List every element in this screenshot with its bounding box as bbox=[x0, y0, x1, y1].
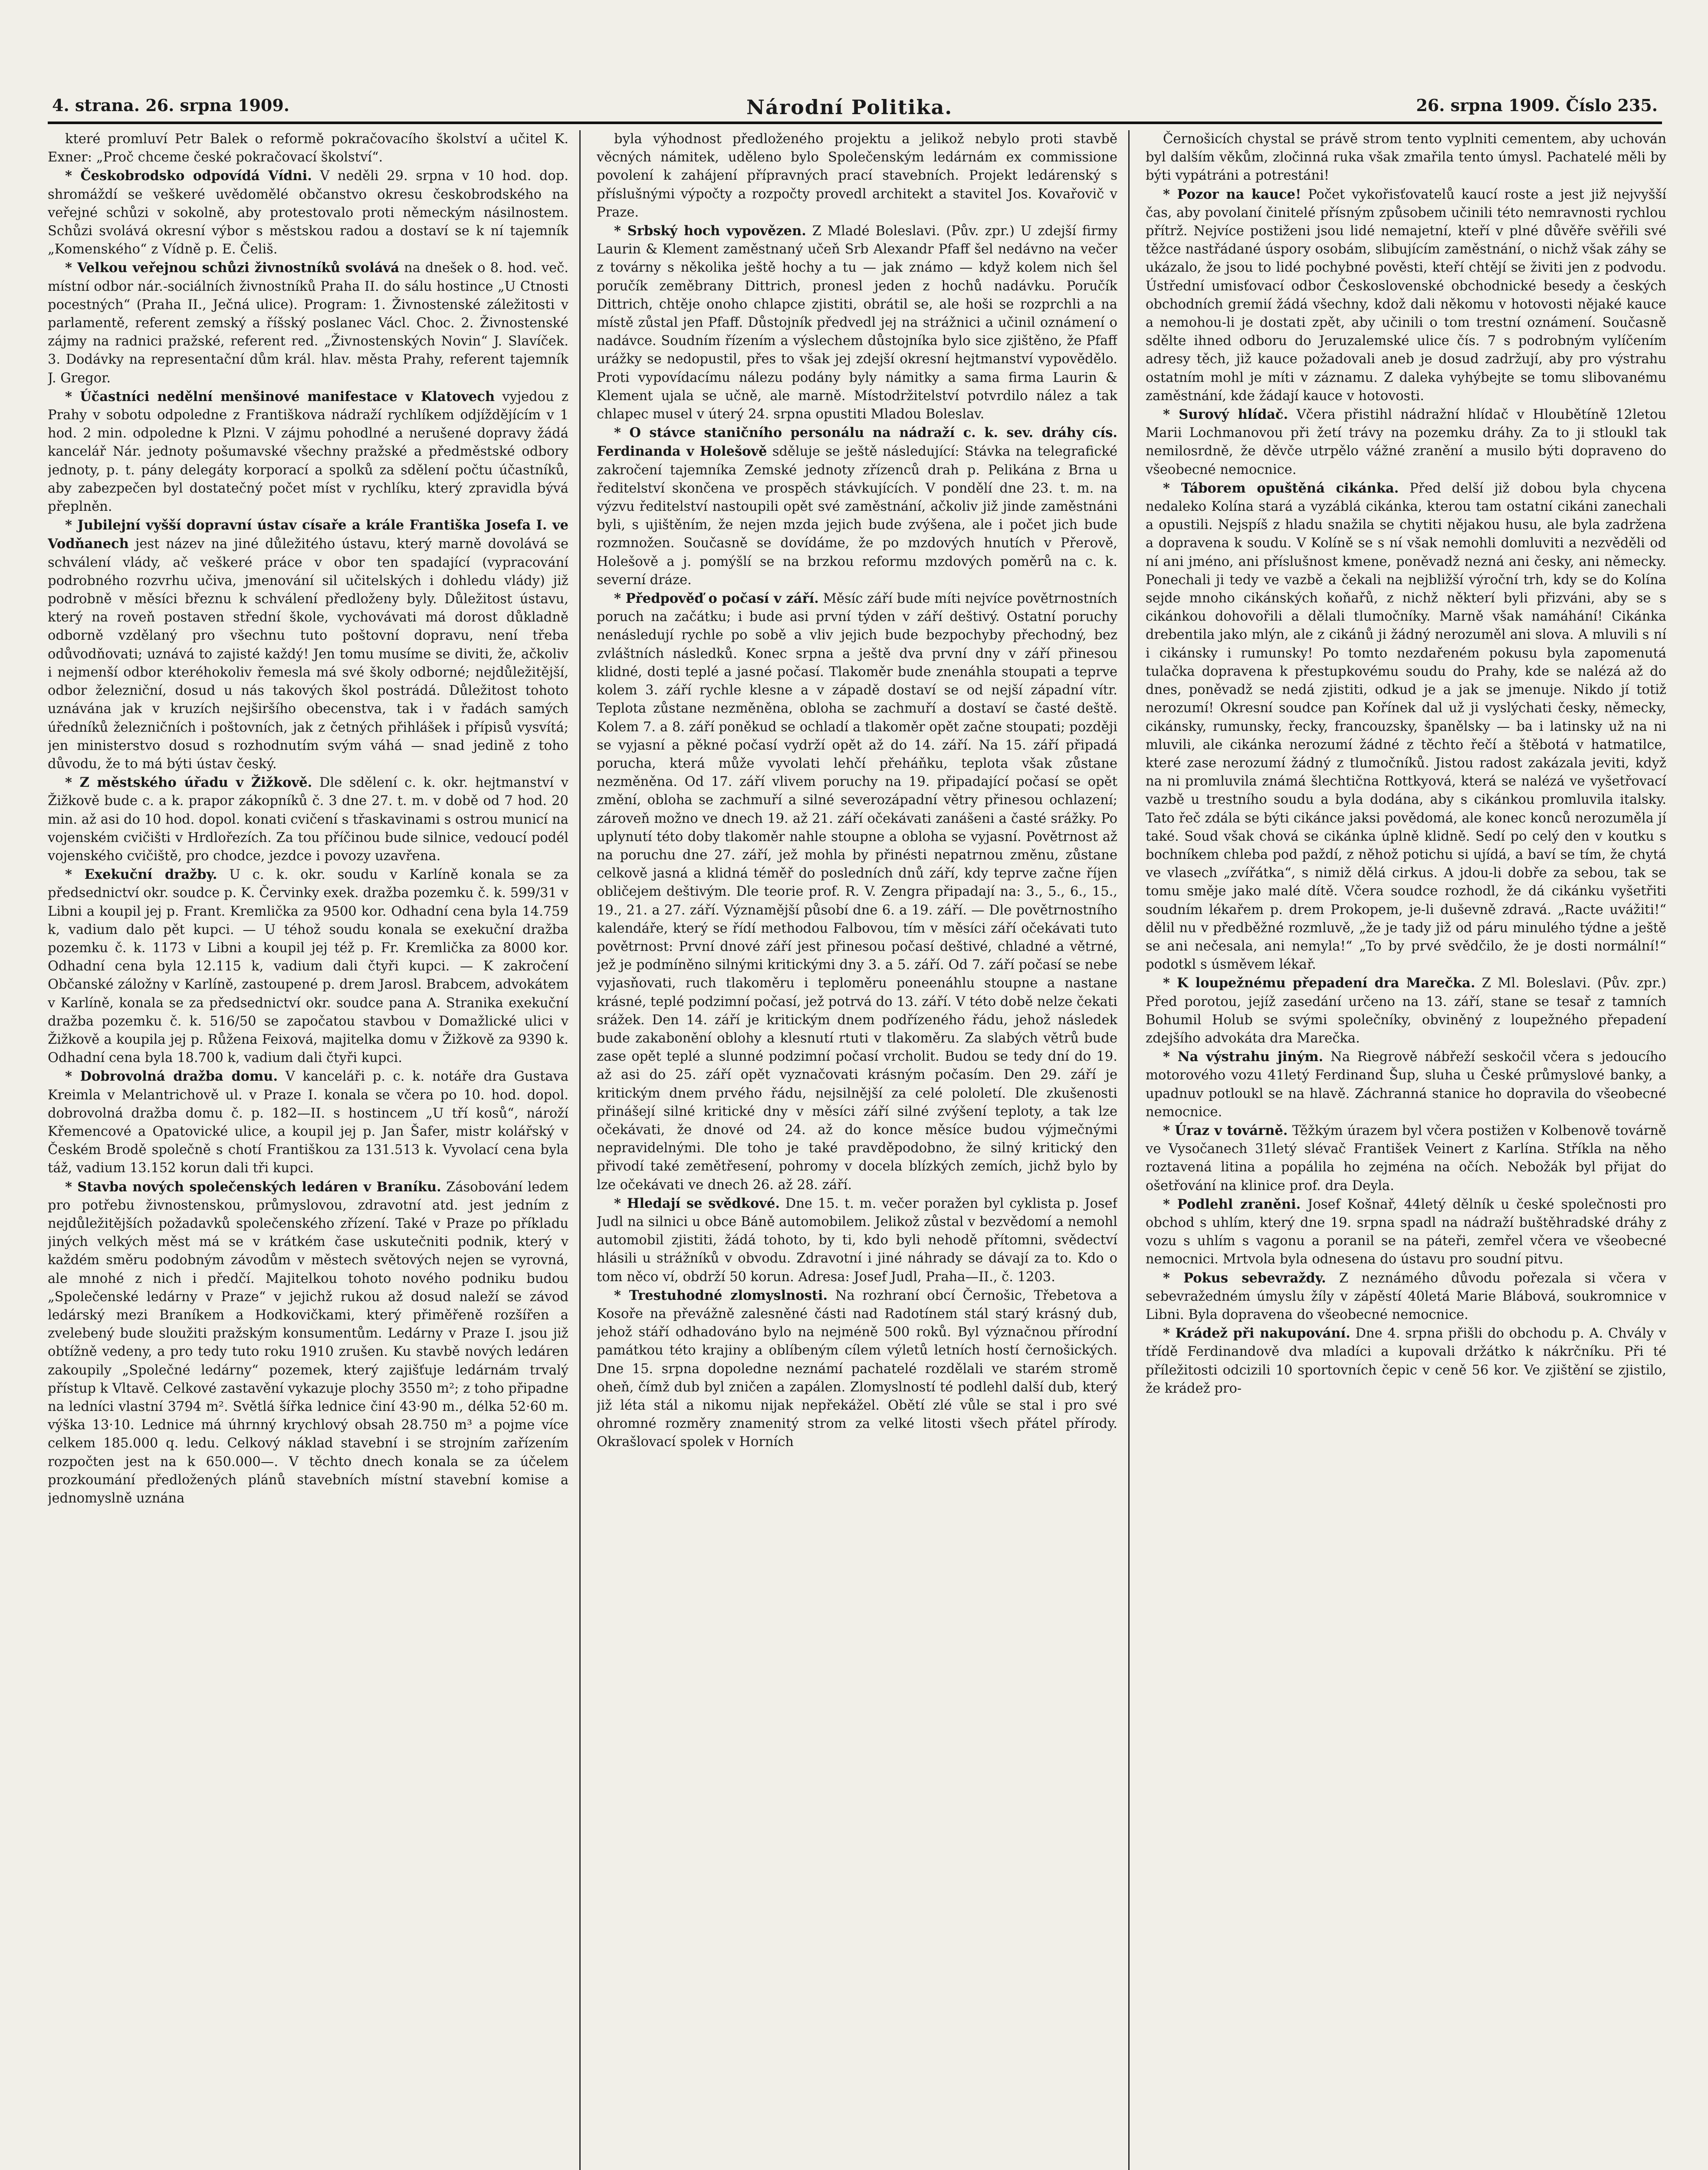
news-paragraph bbox=[1146, 1048, 1666, 1121]
news-headline: * Dobrovolná dražba domu. bbox=[65, 1069, 278, 1085]
news-paragraph bbox=[1146, 1324, 1666, 1398]
news-headline: * Exekuční dražby. bbox=[65, 867, 217, 883]
news-body-text: Z neznámého důvodu pořezala si včera v sebevražedném úmyslu žíly v zápěstí 40letá Marie Blábová, soukromnice v Libni. Byla dopravena do všeobecné nemocnice. bbox=[1146, 1270, 1666, 1322]
news-body-text: Josef Košnař, 44letý dělník u české společnosti pro obchod s uhlím, který dne 19. srpna spadl na nádraží buštěhradské dráhy z vozu s uhlím s vagonu a poranil se na páteři, zemřel včera ve všeobecné nemocnici. Mrtvola byla odnesena do ústavu pro soudní pitvu. bbox=[1146, 1197, 1666, 1267]
news-paragraph bbox=[1146, 479, 1666, 974]
news-paragraph bbox=[1146, 185, 1666, 405]
news-paragraph bbox=[48, 516, 568, 773]
newspaper-title: Národní Politika. bbox=[746, 95, 953, 119]
news-body-text: V neděli 29. srpna v 10 hod. dop. shromáždí se veškeré uvědomělé občanstvo okresu českobrodského na veřejné schůzi v sokolně, aby protestovalo proti německým násilnostem. Schůzi svolává okresní výbor s městskou radou a dostaví se k ní tajemník „Komenského“ z Vídně p. E. Čeliš. bbox=[48, 168, 568, 257]
news-body-text: Měsíc září bude míti nejvíce povětrnostních poruch na začátku; i bude asi první týden v září deštivý. Ostatní poruchy nenásledují rychle po sobě a vliv jejich bude bezpochyby přechodný, bez zvláštních následků. Konec srpna a ještě dva první dny v září přinesou klidné, dosti teplé a jasné počasí. Tlakoměr bude znenáhla stoupati a teprve kolem 3. září rychle klesne a v západě dostaví se od nejší západní vítr. Teplota zůstane nezměněna, obloha se zachmuří a dostaví se časté deště. Kolem 7. a 8. září poněkud se ochladí a tlakoměr opět začne stoupati; později se vyjasní a pěkné počasí vydrží opět až do 14. září. Na 15. září připadá porucha, která může vyvolati lehčí přeháňku, teplota však zůstane nezměněna. Od 17. září vlivem poruchy na 19. připadající počasí se opět změní, obloha se zachmuří a silné severozápadní větry přinesou ochlazení; zároveň možno ve dnech 19. až 21. září očekávati zanášeni a časté srážky. Po uplynutí této doby tlakoměr nahle stoupne a obloha se vyjasní. Povětrnost až na poruchu dne 27. září, jež mohla by přinésti nepatrnou změnu, zůstane celkově jasná a klidná téměř do posledních dnů září, kdy teprve začne říjen obličejem deštivým. Dle teorie prof. R. V. Zengra připadají na: 3., 5., 6., 15., 19., 21. a 27. září. Významější působí dne 6. a 19. září. — Dle povětrnostního kalendáře, který se řídí methodou Falbovou, tím v měsíci září očekávati tuto povětrnost: První dnové září jest přinesou počasí deštivé, chladné a větrné, jež je podmíněno silnými kritickými dny 3. a 5. září. Od 7. září počasí se nebe vyjasňovati, ruch tlakoměru i teploměru poneenáhlu stoupne a nastane krásné, teplé podzimní počasí, jež potrvá do 13. září. V této době nelze čekati srážek. Den 14. září je kritickým dnem podřízeného řádu, jehož následek bude zakabonění oblohy a klesnutí rtuti v tlakoměru. Za slabých větrů bude zase opět teplé a slunné podzimní počasí vrcholit. Budou se tedy dní do 19. až asi do 25. září opět vyznačovati krásným počasím. Den 29. září je kritickým dnem prvého řádu, nejsilnější za celé pololetí. Dle zkušenosti přinášejí silné kritické dny v měsíci září silné zvýšení teploty, a tak lze očekávati, že dnové od 24. až do konce měsíce budou výjmečnými nepravidelnými. Dle toho je také pravděpodobno, že silný kritický den přivodí také zemětřesení, pohromy v docela blízkých zemích, jichž bylo by lze očekávati ve dnech 26. až 28. září. bbox=[597, 591, 1117, 1193]
news-paragraph bbox=[1146, 130, 1666, 185]
page-header bbox=[52, 95, 1658, 122]
news-body-text: U c. k. okr. soudu v Karlíně konala se za předsednictví okr. soudce p. K. Červinky exek. dražba pozemku č. k. 599/31 v Libni a koupil jej p. Frant. Kremlička za 9500 kor. Odhadní cena byla 14.759 k, vadium dalo pět kupci. — U téhož soudu konala se exekuční dražba pozemku č. k. 1173 v Libni a koupil jej též p. Fr. Kremlička za 8000 kor. Odhadní cena byla 12.115 k, vadium dali čtyři kupci. — K zakročení Občanské záložny v Karlíně, zastoupené p. drem Jarosl. Brabcem, advokátem v Karlíně, konala se za předsednictví okr. soudce pana A. Stranika exekuční dražba pozemku č. k. 516/50 se započatou stavbou v Domažlické ulici v Žižkově a koupila jej p. Růžena Feixová, majitelka domu v Žižkově za 9390 k. Odhadní cena byla 18.700 k, vadium dali čtyři kupci. bbox=[48, 867, 568, 1066]
news-paragraph bbox=[1146, 405, 1666, 479]
news-paragraph bbox=[597, 1194, 1117, 1286]
news-headline: * Podlehl zraněni. bbox=[1163, 1196, 1301, 1212]
news-body-text: Na rozhraní obcí Černošic, Třebetova a Kosoře na převážně zalesněné části nad Radotínem stál starý krásný dub, jehož stáří odhadováno bylo na nejméně 500 roků. Byl význačnou přírodní památkou této krajiny a oblíbeným cílem výletů letních hostí černošických. Dne 15. srpna dopoledne neznámí pachatelé rozdělali ve starém stromě oheň, čímž dub byl zničen a zapálen. Zlomyslností té podlehl další dub, který již léta stál a nikomu nijak nepřekážel. Obětí zlé vůle se stal i pro své ohromné rozměry znamenitý strom za velké litosti všech přátel přírody. Okrašlovací spolek v Horních bbox=[597, 1288, 1117, 1450]
news-paragraph bbox=[597, 1286, 1117, 1452]
article-column-2 bbox=[597, 130, 1117, 2170]
news-body-text: Na Riegrově nábřeží seskočil včera s jedoucího motorového vozu 41letý Ferdinand Šup, sluha u České průmyslové banky, a upadnuv potloukl se na hlavě. Záchranná stanice ho dopravila do všeobecné nemocnice. bbox=[1146, 1049, 1666, 1120]
page-number-date: 4. strana. 26. srpna 1909. bbox=[52, 95, 289, 115]
news-paragraph bbox=[597, 222, 1117, 424]
news-paragraph bbox=[597, 130, 1117, 222]
news-body-text: sděluje se ještě následující: Stávka na telegrafické zakročení tajemníka Zemské jednoty zřízenců drah p. Pelikána z Brna u ředitelství skončena ve prospěch stávkujících. V pondělí dne 23. t. m. na výzvu ředitelství nastoupili opět své zaměstnání, ačkoliv již jinde zaměstnáni byli, s ujištěním, že nejen mzda jejich bude zvýšena, ale i počet jich bude rozmnožen. Současně se dovídáme, že po mzdových hnutích v Přerově, Holešově a j. pomýšlí se na brzkou reformu mzdových poměrů na c. k. severní dráze. bbox=[597, 444, 1117, 588]
news-headline: * Z městského úřadu v Žižkově. bbox=[65, 775, 312, 791]
news-headline: * Hledají se svědkové. bbox=[614, 1195, 780, 1211]
news-body-text: Z Mladé Boleslavi. (Pův. zpr.) U zdejší firmy Laurin & Klement zaměstnaný učeň Srb Alexandr Pfaff šel nedávno na večer z továrny s několika ještě hochy a tu — jak známo — když kolem nich šel poručík zeměbrany Dittrich, pronesl jeden z hochů nadávku. Poručík Dittrich, chtěje onoho chlapce zjistiti, obrátil se, ale hoši se rozprchli a na místě zůstal jen Pfaff. Důstojník předvedl jej na strážnici a učinil oznámení o nadávce. Soudním řízením a výslechem důstojníka bylo sice zjištěno, že Pfaff urážky se nedopustil, přes to však jej zdejší okresní hejtmanství vypovědělo. Proti vypovídacímu nálezu podány byly námitky a sama firma Laurin & Klement ujala se učně, ale marně. Místodržitelství potvrdilo nález a tak chlapec musel v úterý 24. srpna opustiti Mladou Boleslav. bbox=[597, 224, 1117, 422]
news-headline: * K loupežnému přepadení dra Marečka. bbox=[1163, 975, 1475, 991]
news-headline: * Táborem opuštěná cikánka. bbox=[1163, 480, 1399, 496]
news-paragraph bbox=[1146, 974, 1666, 1048]
news-body-text: Včera přistihl nádražní hlídač v Hloubětíně 12letou Marii Lochmanovou při žetí trávy na pozemku dráhy. Za to ji stloukl tak nemilosrdně, že děvče utrpělo vážné zranění a musilo býti dopraveno do všeobecné nemocnice. bbox=[1146, 407, 1666, 477]
column-divider bbox=[579, 130, 581, 2170]
news-paragraph bbox=[48, 388, 568, 516]
news-headline: * Úraz v továrně. bbox=[1163, 1122, 1288, 1138]
news-body-text: na dnešek o 8. hod. več. místní odbor nár.-sociálních živnostníků Praha II. do sálu hostince „U Ctnosti pocestných“ (Praha II., Ječná ulice). Program: 1. Živnostenské záležitosti v parlamentě, referent zemský a říšský poslanec Václ. Choc. 2. Živnostenské zájmy na radnici pražské, referent red. „Živnostenských Novin“ J. Slavíček. 3. Dodávky na representační dům král. hlav. města Prahy, referent tajemník J. Gregor. bbox=[48, 260, 568, 386]
news-body-text: Z Ml. Boleslavi. (Pův. zpr.) Před porotou, jejíž zasedání určeno na 13. září, stane se tesař z tamních Bohumil Holub se svými společníky, obviněný z loupežného přepadení zdejšího advokáta dra Marečka. bbox=[1146, 976, 1666, 1046]
news-body-text: byla výhodnost předloženého projektu a jelikož nebylo proti stavbě věcných námitek, uděleno bylo Společenským ledárnám ex commissione povolení k zahájení přípravných prací stavebních. Projekt ledárenský s příslušnými výpočty a rozpočty provedl architekt a stavitel Jos. Kovařovič v Praze. bbox=[597, 132, 1117, 220]
news-body-text: Těžkým úrazem byl včera postižen v Kolbenově továrně ve Vysočanech 31letý slévač František Veinert z Karlína. Stříkla na něho roztavená litina a popálila ho zejména na očích. Nebožák byl přijat do ošetřování na klinice prof. dra Deyla. bbox=[1146, 1123, 1666, 1194]
news-body-text: Dne 15. t. m. večer poražen byl cyklista p. Josef Judl na silnici u obce Báně automobilem. Jelikož zůstal v bezvědomí a nemohl automobil zjistiti, žádá tohoto, by ti, kdo byli nehodě přítomni, svědectví hlásili u strážníků v obvodu. Zdravotní i jiné náhrady se dávají za to. Kdo o tom něco ví, obdrží 50 korun. Adresa: Josef Judl, Praha—II., č. 1203. bbox=[597, 1196, 1117, 1285]
news-headline: * Srbský hoch vypovězen. bbox=[614, 223, 806, 239]
news-body-text: Černošicích chystal se právě strom tento vyplniti cementem, aby uchován byl dalším věkům, zločinná ruka však zmařila tento úmysl. Pachatelé měli by býti vypátráni a potrestáni! bbox=[1146, 132, 1666, 184]
column-divider bbox=[1128, 130, 1130, 2170]
news-body-text: V kanceláři p. c. k. notáře dra Gustava Kreimla v Melantrichově ul. v Praze I. konala se včera po 10. hod. dopol. dobrovolná dražba domu č. p. 182—II. s hostincem „U tří kosů“, nároží Křemencové a Opatovické ulice, a koupil jej p. Jan Šafer, mistr kolářský v Českém Brodě společně s chotí Františkou za 131.513 k. Vyvolací cena byla táž, vadium 13.152 korun dali tři kupci. bbox=[48, 1069, 568, 1176]
news-headline: * Jubilejní vyšší dopravní ústav císaře a krále Františka Josefa I. ve Vodňanech bbox=[48, 517, 568, 552]
news-paragraph bbox=[48, 259, 568, 387]
news-headline: * Velkou veřejnou schůzi živnostníků svolává bbox=[65, 260, 399, 276]
news-body-text: které promluví Petr Balek o reformě pokračovacího školství a učitel K. Exner: „Proč chceme české pokračovací školství“. bbox=[48, 132, 568, 165]
news-headline: * Surový hlídač. bbox=[1163, 407, 1288, 423]
header-rule bbox=[48, 122, 1662, 124]
news-paragraph bbox=[48, 773, 568, 865]
news-headline: * Na výstrahu jiným. bbox=[1163, 1049, 1324, 1065]
news-headline: * Krádež při nakupování. bbox=[1163, 1325, 1350, 1341]
news-headline: * Trestuhodné zlomyslnosti. bbox=[614, 1287, 828, 1303]
news-paragraph bbox=[597, 589, 1117, 1194]
news-body-text: Počet vykořisťovatelů kaucí roste a jest již nejvyšší čas, aby povolaní činitelé přísným způsobem učinili této nemravnosti rychlou přítrž. Nejvíce postiženi jsou lidé nemajetní, kteří v plné důvěře svěřili své těžce nastřádané úspory osobám, slibujícím zaměstnání, o nichž však záhy se ukázalo, že jsou to lidé pochybné pověsti, kteří chtějí se živiti jen z podvodu. Ústřední umisťovací odbor Československé obchodnické besedy a českých obchodních gremií žádá všechny, kdož dali někomu v hotovosti nějaké kauce a nemohou-li je dostati zpět, aby učinili o tom trestní oznámení. Současně sdělte ihned odboru do Jeruzalemské ulice čís. 7 s podrobným vylíčením adresy těch, již kauce požadovali aneb je dosud zadržují, aby pro výstrahu ostatním mohl je míti v záznamu. Z daleka vyhýbejte se tomu slibovanému zaměstnání, kde žádají kauce v hotovosti. bbox=[1146, 187, 1666, 404]
news-body-text: Dne 4. srpna přišli do obchodu p. A. Chvály v třídě Ferdinandově dva mladíci a kupovali držátko k nákrčníku. Při té příležitosti odcizili 10 sportovních čepic v ceně 56 kor. Ve zjištění se zjistilo, že krádež pro- bbox=[1146, 1326, 1666, 1396]
news-paragraph bbox=[48, 1067, 568, 1177]
news-headline: * O stávce staničního personálu na nádraží c. k. sev. dráhy cís. Ferdinanda v Holešově bbox=[597, 425, 1117, 460]
news-headline: * Předpověď o počasí v září. bbox=[614, 591, 819, 607]
news-paragraph bbox=[1146, 1269, 1666, 1325]
news-headline: * Pozor na kauce! bbox=[1163, 186, 1301, 202]
news-paragraph bbox=[1146, 1195, 1666, 1269]
news-headline: * Účastníci nedělní menšinové manifestace v Klatovech bbox=[65, 388, 495, 404]
article-column-1 bbox=[48, 130, 568, 2170]
news-paragraph bbox=[597, 424, 1117, 589]
news-headline: * Pokus sebevraždy. bbox=[1163, 1270, 1326, 1286]
issue-date-number: 26. srpna 1909. Číslo 235. bbox=[1416, 95, 1658, 115]
news-paragraph bbox=[48, 167, 568, 259]
news-body-text: Před delší již dobou byla chycena nedaleko Kolína stará a vyzáblá cikánka, kterou tam ostatní cikáni zanechali a opustili. Nejspíš z hladu snažila se chytiti nějakou husu, ale byla zadržena a dopravena k soudu. V Kolíně se s ní však nemohli domluviti a nezvěděli od ní ani jméno, ani příslušnost kmene, poněvadž nezná ani česky, ani německy. Ponechali ji tedy ve vazbě a čekali na nejbližší výroční trh, kdy se do Kolína sejde mnoho cikánských koňařů, z nichž některí byli přizváni, aby se s cikánkou dohovořili a dělali tlumočníky. Marně však namáhání! Cikánka drebentila jako mlýn, ale z cikánů ji žádný nerozuměl ani slova. A mluvili s ní i cikánsky i rumunsky! Po tomto nezdařeném pokusu byla zapomenutá tulačka dopravena k přestupkovému soudu do Prahy, kde se nalézá až do dnes, poněvadž se nedá zjistiti, odkud je a jak se jmenuje. Nikdo jí totiž nerozumí! Okresní soudce pan Kořínek dal už ji vyslýchati česky, německy, cikánsky, rumunsky, řecky, francouzsky, španělsky — ba i latinsky už na ni mluvili, ale cikánka nerozumí žádné z těchto řečí a štěbotá v hatmatilce, které zase nerozumí žádný z tlumočníků. Jistou radost zakázala jeviti, když na ni promluvila známá šlechtična Rottkyová, která se nalézá ve vyšetřovací vazbě u trestního soudu a byla dodána, aby s cikánkou promluvila italsky. Tato řeč zdála se býti cikánce jaksi povědomá, ale konec konců nerozuměla jí také. Soud však chová se cikánka úplně klidně. Sedí po celý den v koutku s bochníkem chleba pod paždí, z něhož potichu si ujídá, a baví se tím, že chytá ve vlasech „zvířátka“, s nimiž dělá cirkus. A jdou-li dobře za sebou, tak se tomu směje jako malé dítě. Včera soudce rozhodl, že dá cikánku vyšetřiti soudním lékařem p. drem Prokopem, je-li duševně zdravá. „Racte uvážiti!“ dělil nu v předběžné rozmluvě, „že je tady již od páru minulého týdne a ještě se ani nečesala, ani nemyla!“ „To by prvé svědčilo, že je dosti normální!“ podotkl s úsměvem lékař. bbox=[1146, 480, 1666, 973]
news-headline: * Stavba nových společenských ledáren v Braníku. bbox=[65, 1179, 441, 1195]
news-paragraph bbox=[1146, 1121, 1666, 1195]
article-column-3 bbox=[1146, 130, 1666, 2170]
news-body-text: Dle sdělení c. k. okr. hejtmanství v Žižkově bude c. a k. prapor zákopníků č. 3 dne 27. t. m. v době od 7 hod. 20 min. až asi do 10 hod. dopol. konati cvičení s třaskavinami s ostrou municí na vojenském cvičišti v Hrdlořezích. Za tou příčinou bude silnice, vedoucí podél vojenského cvičiště, pro chodce, jezdce i povozy uzavřena. bbox=[48, 775, 568, 864]
news-body-text: Zásobování ledem pro potřebu živnostenskou, průmyslovou, zdravotní atd. jest jedním z nejdůležitějších požadavků společenského zřízení. Také v Praze po příkladu jiných velkých měst má se v krátkém čase uskutečniti podnik, který v každém směru podobným závodům v městech světových nejen se vyrovná, ale mnohé z nich i předčí. Majitelkou tohoto nového podniku budou „Společenské ledárny v Praze“ v jejichž rukou až dosud naleží se závod ledárský mezi Braníkem a Hodkovičkami, který přiměřeně rozšířen a zvelebený bude sloužiti pražským konsumentům. Ledárny v Praze I. jsou již obtížně vedeny, a pro tedy tuto roku 1910 zrušen. Ku stavbě nových ledáren zakoupily „Společné ledárny“ pozemek, který zajišťuje ledárnám trvalý přístup k Vltavě. Celkové zastavění vykazuje plochy 3550 m²; z toho připadne na ledníci vlastní 3794 m². Světlá šířka lednice činí 43·90 m., délka 52·60 m. výška 13·10. Lednice má úhrnný krychlový obsah 28.750 m³ a pojme více celkem 185.000 q. ledu. Celkový náklad stavební i se strojním zařízením rozpočten jest na k 650.000—. V těchto dnech konala se za účelem prozkoumání předložených plánů stavebních místní stavební komise a jednomyslně uznána bbox=[48, 1179, 568, 1506]
news-paragraph bbox=[48, 130, 568, 167]
news-body-text: jest název na jiné důležitého ústavu, který marně dovolává se schválení vlády, ač veškeré práce v obor ten spadající (vypracování podrobného rozvrhu učiva, jmenování sil učitelských i dohledu vlády) již podrobně v měsíci březnu k schválení předloženy byly. Důležitost ústavu, který na roveň postaven střední škole, vychovávati má dorost důkladně odborně vzdělaný pro všechnu tuto poštovní dopravu, není třeba odůvodňovati; uznává to zajisté každý! Jen tomu musíme se diviti, že, ačkoliv i nejmenší odbor kteréhokoliv řemesla má své školy odborné; nejdůležitější, odbor železniční, dosud u nás takových škol postrádá. Důležitost tohoto uznávána jak v kruzích nejširšího obecenstva, tak i v řadách samých úředníků železničních i poštovních, jak z četných přihlášek i přípisů vysvítá; jen ministerstvo dosud s rozhodnutím svým váhá — snad jedině z toho důvodu, že to má býti ústav český. bbox=[48, 536, 568, 772]
news-paragraph bbox=[48, 1178, 568, 1508]
news-paragraph bbox=[48, 865, 568, 1067]
news-body-text: vyjedou z Prahy v sobotu odpoledne z Františkova nádraží rychlíkem odjíždějícím v 1 hod. 2 min. odpoledne k Plzni. V zájmu pohodlné a nerušené dopravy žádá kancelář Nár. jednoty pošumavské všechny pražské a předměstské odbory jednoty, p. t. pány delegáty korporací a spolků za sdělení počtu účastníků, aby zabezpečen byl dostatečný počet míst v rychlíku, který zpravidla bývá přeplněn. bbox=[48, 389, 568, 515]
news-headline: * Českobrodsko odpovídá Vídni. bbox=[65, 168, 312, 184]
